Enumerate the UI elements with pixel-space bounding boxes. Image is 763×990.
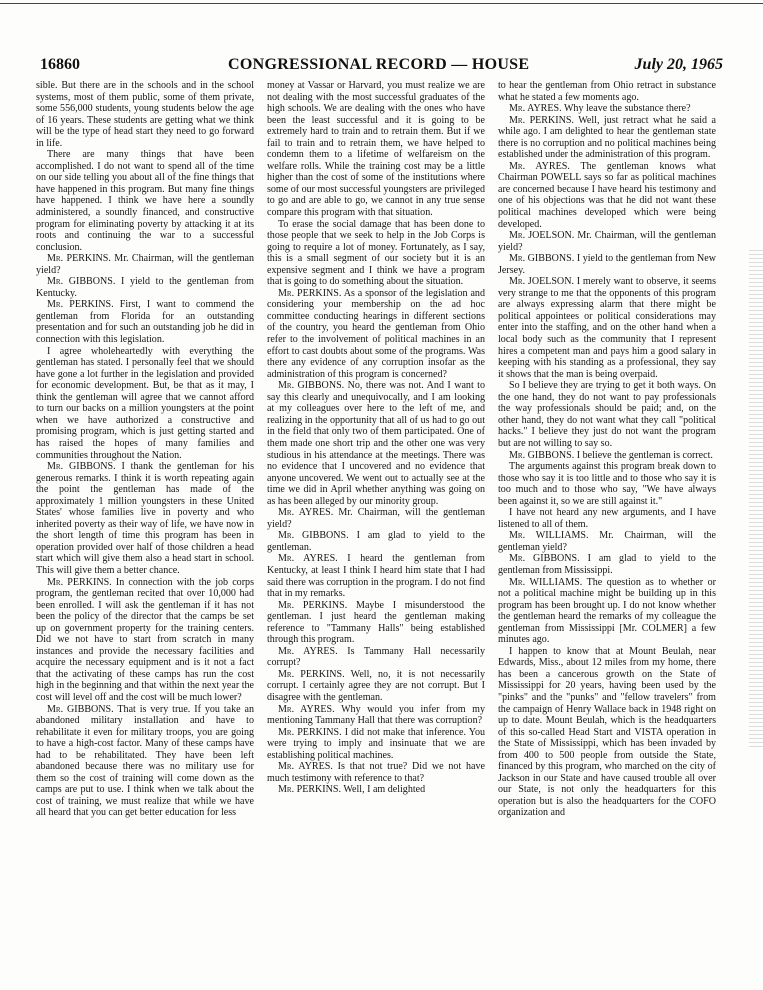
paragraph (498, 577, 716, 646)
paragraph-text: money at Vassar or Harvard, you must realize we are not dealing with the most successful graduates of the high schools. We are dealing with the ones who have been the least successful and it is going to be extremely hard to train and to retrain them. But if we fail to train and to retrain them, we have helped to condemn them to a lifetime of welfareism on the welfare rolls. While the training cost may be a little higher than the cost of some of the institutions where some of our most successful youngsters are privileged to go and are able to go, we cannot in any true sense compare this program with that situation. (267, 80, 485, 219)
text-column-2 (267, 80, 485, 985)
paragraph (267, 600, 485, 646)
paragraph (498, 461, 716, 507)
paragraph-text: Why would you infer from my mentioning Tammany Hall that there was corruption? (267, 703, 485, 727)
paragraph-text: I happen to know that at Mount Beulah, near Edwards, Miss., about 12 miles from my home, there has been a cancerous growth on the State of Mississippi for 20 years, having been used by the "pinks" and the "punks" and "fellow travelers" from the campaign of Henry Wallace back in 1948 right on up to date. Mount Beulah, which is the headquarters of this so-called Head Start and VISTA operation in the State of Mississippi, which has been invaded by from 400 to 500 people from outside the State, financed by this program, who marched on the city of Jackson in our State and have caused trouble all over our State, is not only the headquarters for this operation but is also the headquarters for the COFO organization and (498, 645, 716, 819)
paragraph (267, 784, 485, 796)
paragraph (36, 577, 254, 704)
speaker-name: Mr. GIBBONS. (509, 253, 575, 265)
paragraph-text: That is very true. If you take an abandoned military installation and have to rehabilitate it even for military troops, you are going to have a high-cost factor. Many of these camps have had to be rehabilitated. They have been left abandoned because there was no military use for them so the cost of training will come down as the camps are put to use. I think when we talk about the cost of training, we must realize that while we have all heard that you can get better education for less (36, 703, 254, 819)
paragraph-text: As a sponsor of the legislation and considering your membership on the ad hoc committee conducting hearings in different sections of the country, you heard the gentleman from Ohio refer to the involvement of political machines in an effort to cast doubts about some of the programs. Was there any evidence of any corruption insofar as the administration of this program is concerned? (267, 287, 485, 380)
text-column-3 (498, 80, 716, 985)
paragraph-text: There are many things that have been accomplished. I do not want to spend all of the time on our side telling you about all of the fine things that have happened in this program. But many fine things have happened. I think we have here a soundly administered, a soundly financed, and constructive program for eliminating poverty by attacking it at its roots and continuing the war to a successful conclusion. (36, 149, 254, 253)
paragraph-text: Mr. Chairman, will the gentleman yield? (36, 253, 254, 276)
paragraph (498, 450, 716, 462)
speaker-name: Mr. PERKINS. (278, 784, 342, 796)
paragraph (498, 507, 716, 530)
paragraph-text: In connection with the job corps program, the gentleman recited that over 10,000 had been enrolled. I will ask the gentleman if it has not been the policy of the director that the camps be set up on government property for the training centers. Did we not have to start from scratch in many instances and provide the necessary facilities and acquire the necessary equipment and is it not a fact that the activating of these camps has run the cost high in the beginning and that within the next year the cost will level off and the cost will be much lower? (36, 576, 254, 703)
paragraph (498, 253, 716, 276)
paragraph-text: Well, I am delighted (343, 784, 426, 796)
paragraph-text: I am glad to yield to the gentleman. (267, 530, 485, 553)
speaker-name: Mr. AYRES. (509, 103, 562, 115)
speaker-name: Mr. GIBBONS. (47, 703, 114, 715)
paragraph (267, 669, 485, 704)
speaker-name: Mr. PERKINS. (47, 253, 111, 265)
paragraph (498, 276, 716, 380)
speaker-name: Mr. PERKINS. (47, 299, 114, 311)
paragraph (36, 299, 254, 345)
paragraph (267, 646, 485, 669)
issue-date: July 20, 1965 (634, 56, 723, 73)
paragraph-text: I yield to the gentleman from New Jersey. (498, 253, 716, 276)
paragraph-text: The gentleman knows what Chairman POWELL says so far as political machines are concerned because I have heard his testimony and one of his objections was that he did not want these political machines developed which were being developed. (498, 160, 716, 230)
paragraph (498, 103, 716, 115)
paragraph (498, 80, 716, 103)
paragraph-text: I thank the gentleman for his generous remarks. I think it is worth repeating again the point the gentleman has made of the approximately 1 million youngsters in these United States' whose families live in poverty and who inherited poverty as their way of life, we have now in the short length of time this program has been in operation provided over half of those children a head start which will give them also a head start in school. This will give them a better chance. (36, 461, 254, 576)
speaker-name: Mr. JOELSON. (509, 230, 575, 242)
paragraph-text: Well, just retract what he said a while ago. I am delighted to hear the gentleman state there is no corruption and no political machines being established under the administration of this program. (498, 114, 716, 161)
paragraph (36, 80, 254, 149)
paragraph (498, 230, 716, 253)
paragraph (498, 161, 716, 230)
paragraph-text: No, there was not. And I want to say this clearly and unequivocally, and I am looking at my colleagues over here to the left of me, and realizing in the opportunity that all of us had to go out in the field that only two of them participated. One of them made one short trip and the other one was very studious in his attendance at the meetings. There was no evidence that I uncovered and no evidence that anyone uncovered. We went out to actually see at the time we did in April whether anything was going on as has been alleged by our minority group. (267, 380, 485, 507)
paragraph (36, 704, 254, 819)
speaker-name: Mr. GIBBONS. (47, 276, 116, 288)
speaker-name: Mr. GIBBONS. (278, 380, 345, 392)
paragraph-text: I am glad to yield to the gentleman from Mississippi. (498, 553, 716, 576)
paragraph-text: Maybe I misunderstood the gentleman. I just heard the gentleman making reference to "Tammany Halls" being established through this program. (267, 599, 485, 646)
top-border-rule (0, 3, 763, 4)
paragraph-text: Why leave the substance there? (563, 103, 691, 115)
paragraph-text: The question as to whether or not a political machine might be building up in this program has been brought up. I do not know whether the gentleman heard the remarks of my colleague the gentleman from Mississippi [Mr. COLMER] a few minutes ago. (498, 576, 716, 646)
paragraph (36, 253, 254, 276)
speaker-name: Mr. PERKINS. (278, 599, 348, 611)
speaker-name: Mr. AYRES. (278, 645, 338, 657)
paragraph-text: Mr. Chairman, will the gentleman yield? (498, 530, 716, 553)
scan-edge-artifact (749, 250, 763, 750)
speaker-name: Mr. GIBBONS. (509, 553, 580, 565)
speaker-name: Mr. AYRES. (278, 507, 334, 519)
paragraph-text: Mr. Chairman, will the gentleman yield? (498, 230, 716, 253)
paragraph (267, 507, 485, 530)
page-number: 16860 (40, 56, 80, 73)
paragraph-text: To erase the social damage that has been done to those people that we seek to help in the Job Corps is going to require a lot of money. Fortunately, as I say, this is a small segment of our society but it is an expensive segment and I think we have a program that is going to do something about the situation. (267, 218, 485, 288)
paragraph (267, 727, 485, 762)
speaker-name: Mr. AYRES. (278, 553, 338, 565)
paragraph (267, 761, 485, 784)
paragraph-text: I yield to the gentleman from Kentucky. (36, 276, 254, 299)
paragraph-text: The arguments against this program break down to those who say it is too little and to those who say it is too much and to those who say, "We have always been against it, so we are still against it." (498, 461, 716, 507)
paragraph-text: So I believe they are trying to get it both ways. On the one hand, they do not want to pay professionals the way professionals should be paid; and, on the other hand, they do not want what they call "political hacks." I believe they just do not want the program but are not willing to say so. (498, 380, 716, 449)
speaker-name: Mr. PERKINS. (47, 576, 112, 588)
paragraph (498, 553, 716, 576)
text-column-1 (36, 80, 254, 985)
paragraph (267, 219, 485, 288)
speaker-name: Mr. PERKINS. (278, 726, 342, 738)
paragraph-text: I have not heard any new arguments, and I have listened to all of them. (498, 507, 716, 530)
speaker-name: Mr. GIBBONS. (509, 449, 575, 461)
paragraph-text: I did not make that inference. You were trying to imply and insinuate that we are establishing political machines. (267, 726, 485, 761)
speaker-name: Mr. JOELSON. (509, 276, 574, 288)
paragraph (498, 380, 716, 449)
speaker-name: Mr. GIBBONS. (47, 461, 116, 473)
speaker-name: Mr. PERKINS. (278, 668, 345, 680)
paragraph-text: I merely want to observe, it seems very strange to me that the opponents of this program are always expressing alarm that there might be political appointees or political considerations may enter into the staffing, and on the other hand when a local body such as the community that I represent hires a competent man and pays him a good salary in keeping with his standing as a professional, they say it shows that the man is being overpaid. (498, 276, 716, 380)
speaker-name: Mr. WILLIAMS. (509, 576, 583, 588)
paragraph (498, 646, 716, 819)
paragraph (36, 461, 254, 576)
paragraph-text: Is that not true? Did we not have much testimony with reference to that? (267, 761, 485, 784)
paragraph (498, 115, 716, 161)
paragraph-text: sible. But there are in the schools and in the school systems, most of them public, some of them private, some 556,000 students, young students below the age of 16 years. These students are getting what we think will be the type of head start they need to go forward in life. (36, 80, 254, 149)
publication-title: CONGRESSIONAL RECORD — HOUSE (228, 56, 530, 73)
paragraph-text: First, I want to commend the gentleman from Florida for an outstanding presentation and for such an outstanding job he did in connection with this legislation. (36, 299, 254, 346)
speaker-name: Mr. WILLIAMS. (509, 530, 589, 542)
paragraph (267, 380, 485, 507)
speaker-name: Mr. PERKINS. (278, 287, 342, 299)
paragraph-text: I agree wholeheartedly with everything the gentleman has stated. I personally feel that we should have gone a lot further in the legislation and provided for economic development. But, be that as it may, I think the gentleman will agree that we cannot afford to turn our backs on a million youngsters at the point when we have authorized a constructive and promising program, which is just getting started and has raised the hopes of many families and communities throughout the Nation. (36, 345, 254, 461)
paragraph-text: Well, no, it is not necessarily corrupt. I certainly agree they are not corrupt. But I disagree with the gentleman. (267, 668, 485, 703)
paragraph (267, 704, 485, 727)
paragraph (498, 530, 716, 553)
paragraph (267, 553, 485, 599)
paragraph (267, 288, 485, 380)
speaker-name: Mr. PERKINS. (509, 114, 574, 126)
paragraph (267, 80, 485, 219)
paragraph (267, 530, 485, 553)
paragraph-text: I heard the gentleman from Kentucky, at least I think I heard him state that I had said there was corruption in the program. I do not find that in my remarks. (267, 553, 485, 600)
speaker-name: Mr. AYRES. (278, 761, 333, 773)
paragraph (36, 276, 254, 299)
speaker-name: Mr. GIBBONS. (278, 530, 349, 542)
paragraph-text: to hear the gentleman from Ohio retract in substance what he stated a few moments ago. (498, 80, 716, 103)
paragraph (36, 346, 254, 461)
speaker-name: Mr. AYRES. (509, 160, 570, 172)
paragraph (36, 149, 254, 253)
paragraph-text: Is Tammany Hall necessarily corrupt? (267, 645, 485, 669)
speaker-name: Mr. AYRES. (278, 703, 335, 715)
paragraph-text: I believe the gentleman is correct. (576, 449, 713, 461)
paragraph-text: Mr. Chairman, will the gentleman yield? (267, 507, 485, 530)
